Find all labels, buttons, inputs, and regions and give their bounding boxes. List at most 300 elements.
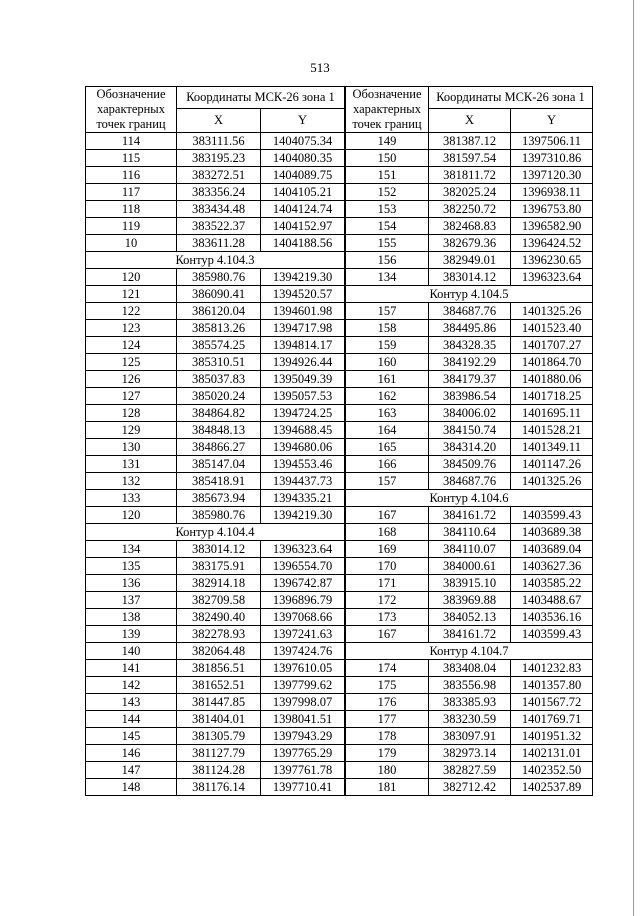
contour-section-row (346, 643, 593, 660)
table-row (86, 779, 345, 796)
point-number-cell: 159 (346, 337, 429, 354)
table-row (346, 167, 593, 184)
y-coordinate-cell: 1397506.11 (511, 133, 593, 150)
y-coordinate-cell: 1397943.29 (261, 728, 345, 745)
y-coordinate-cell: 1396424.52 (511, 235, 593, 252)
contour-section-row (346, 490, 593, 507)
table-row (86, 201, 345, 218)
table-row (346, 439, 593, 456)
x-coordinate-cell: 382973.14 (429, 745, 511, 762)
y-coordinate-cell: 1403627.36 (511, 558, 593, 575)
table-row (86, 167, 345, 184)
table-row (346, 133, 593, 150)
y-coordinate-cell: 1395049.39 (261, 371, 345, 388)
table-row (346, 575, 593, 592)
y-coordinate-cell: 1394553.46 (261, 456, 345, 473)
table-row (346, 677, 593, 694)
table-row (346, 201, 593, 218)
y-coordinate-cell: 1394520.57 (261, 286, 345, 303)
x-coordinate-cell: 382025.24 (429, 184, 511, 201)
x-coordinate-cell: 384161.72 (429, 626, 511, 643)
y-coordinate-cell: 1401567.72 (511, 694, 593, 711)
point-number-cell: 143 (86, 694, 177, 711)
header-coordinates-title: Координаты МСК-26 зона 1 (429, 87, 593, 109)
table-row (346, 337, 593, 354)
point-number-cell: 117 (86, 184, 177, 201)
y-coordinate-cell: 1397998.07 (261, 694, 345, 711)
y-coordinate-cell: 1404152.97 (261, 218, 345, 235)
table-row (346, 269, 593, 286)
x-coordinate-cell: 381597.54 (429, 150, 511, 167)
x-coordinate-cell: 381176.14 (177, 779, 261, 796)
y-coordinate-cell: 1403689.04 (511, 541, 593, 558)
point-number-cell: 118 (86, 201, 177, 218)
table-row (346, 320, 593, 337)
x-coordinate-cell: 385147.04 (177, 456, 261, 473)
y-coordinate-cell: 1394717.98 (261, 320, 345, 337)
x-coordinate-cell: 381305.79 (177, 728, 261, 745)
table-row (346, 728, 593, 745)
y-coordinate-cell: 1402352.50 (511, 762, 593, 779)
y-coordinate-cell: 1404105.21 (261, 184, 345, 201)
x-coordinate-cell: 383356.24 (177, 184, 261, 201)
contour-section-row (346, 286, 593, 303)
header-y: Y (511, 108, 593, 132)
point-number-cell: 141 (86, 660, 177, 677)
x-coordinate-cell: 382468.83 (429, 218, 511, 235)
x-coordinate-cell: 384110.64 (429, 524, 511, 541)
table-row (346, 218, 593, 235)
x-coordinate-cell: 384314.20 (429, 439, 511, 456)
x-coordinate-cell: 385813.26 (177, 320, 261, 337)
point-number-cell: 181 (346, 779, 429, 796)
x-coordinate-cell: 384179.37 (429, 371, 511, 388)
y-coordinate-cell: 1394437.73 (261, 473, 345, 490)
table-row (346, 626, 593, 643)
table-row (86, 337, 345, 354)
point-number-cell: 142 (86, 677, 177, 694)
y-coordinate-cell: 1394601.98 (261, 303, 345, 320)
table-row (346, 762, 593, 779)
x-coordinate-cell: 383986.54 (429, 388, 511, 405)
point-number-cell: 131 (86, 456, 177, 473)
table-row (346, 694, 593, 711)
table-row (86, 184, 345, 201)
x-coordinate-cell: 382278.93 (177, 626, 261, 643)
y-coordinate-cell: 1396554.70 (261, 558, 345, 575)
point-number-cell: 171 (346, 575, 429, 592)
table-row (86, 609, 345, 626)
point-number-cell: 156 (346, 252, 429, 269)
x-coordinate-cell: 383385.93 (429, 694, 511, 711)
point-number-cell: 147 (86, 762, 177, 779)
point-number-cell: 163 (346, 405, 429, 422)
point-number-cell: 157 (346, 473, 429, 490)
x-coordinate-cell: 384150.74 (429, 422, 511, 439)
x-coordinate-cell: 385310.51 (177, 354, 261, 371)
x-coordinate-cell: 381447.85 (177, 694, 261, 711)
y-coordinate-cell: 1394688.45 (261, 422, 345, 439)
y-coordinate-cell: 1397799.62 (261, 677, 345, 694)
y-coordinate-cell: 1401357.80 (511, 677, 593, 694)
y-coordinate-cell: 1402537.89 (511, 779, 593, 796)
point-number-cell: 125 (86, 354, 177, 371)
x-coordinate-cell: 382250.72 (429, 201, 511, 218)
x-coordinate-cell: 384328.35 (429, 337, 511, 354)
x-coordinate-cell: 384509.76 (429, 456, 511, 473)
y-coordinate-cell: 1403488.67 (511, 592, 593, 609)
y-coordinate-cell: 1396323.64 (261, 541, 345, 558)
point-number-cell: 176 (346, 694, 429, 711)
header-x: X (177, 108, 261, 132)
point-number-cell: 150 (346, 150, 429, 167)
point-number-cell: 178 (346, 728, 429, 745)
y-coordinate-cell: 1401707.27 (511, 337, 593, 354)
point-number-cell: 133 (86, 490, 177, 507)
point-number-cell: 151 (346, 167, 429, 184)
table-row (86, 269, 345, 286)
y-coordinate-cell: 1396230.65 (511, 252, 593, 269)
x-coordinate-cell: 383556.98 (429, 677, 511, 694)
table-row (86, 728, 345, 745)
x-coordinate-cell: 382914.18 (177, 575, 261, 592)
point-number-cell: 136 (86, 575, 177, 592)
table-row (86, 354, 345, 371)
y-coordinate-cell: 1401523.40 (511, 320, 593, 337)
x-coordinate-cell: 384161.72 (429, 507, 511, 524)
y-coordinate-cell: 1396753.80 (511, 201, 593, 218)
point-number-cell: 174 (346, 660, 429, 677)
table-row (346, 609, 593, 626)
point-number-cell: 124 (86, 337, 177, 354)
contour-label: Контур 4.104.6 (346, 490, 593, 507)
x-coordinate-cell: 381127.79 (177, 745, 261, 762)
point-number-cell: 153 (346, 201, 429, 218)
x-coordinate-cell: 384495.86 (429, 320, 511, 337)
point-number-cell: 138 (86, 609, 177, 626)
table-row (86, 592, 345, 609)
x-coordinate-cell: 381652.51 (177, 677, 261, 694)
x-coordinate-cell: 384848.13 (177, 422, 261, 439)
y-coordinate-cell: 1398041.51 (261, 711, 345, 728)
y-coordinate-cell: 1396896.79 (261, 592, 345, 609)
x-coordinate-cell: 384006.02 (429, 405, 511, 422)
point-number-cell: 130 (86, 439, 177, 456)
y-coordinate-cell: 1401528.21 (511, 422, 593, 439)
y-coordinate-cell: 1395057.53 (261, 388, 345, 405)
table-row (86, 643, 345, 660)
table-row (346, 371, 593, 388)
x-coordinate-cell: 383915.10 (429, 575, 511, 592)
point-number-cell: 134 (86, 541, 177, 558)
point-number-cell: 180 (346, 762, 429, 779)
y-coordinate-cell: 1404188.56 (261, 235, 345, 252)
table-row (346, 252, 593, 269)
y-coordinate-cell: 1397310.86 (511, 150, 593, 167)
x-coordinate-cell: 383611.28 (177, 235, 261, 252)
point-number-cell: 10 (86, 235, 177, 252)
point-number-cell: 165 (346, 439, 429, 456)
y-coordinate-cell: 1401232.83 (511, 660, 593, 677)
table-row (86, 473, 345, 490)
y-coordinate-cell: 1403585.22 (511, 575, 593, 592)
point-number-cell: 114 (86, 133, 177, 150)
scan-edge-line (633, 0, 634, 916)
point-number-cell: 168 (346, 524, 429, 541)
point-number-cell: 170 (346, 558, 429, 575)
y-coordinate-cell: 1401864.70 (511, 354, 593, 371)
table-row (86, 371, 345, 388)
table-row (346, 507, 593, 524)
table-row (86, 677, 345, 694)
y-coordinate-cell: 1397241.63 (261, 626, 345, 643)
table-row (86, 133, 345, 150)
table-row (86, 745, 345, 762)
y-coordinate-cell: 1394219.30 (261, 269, 345, 286)
point-number-cell: 134 (346, 269, 429, 286)
y-coordinate-cell: 1403536.16 (511, 609, 593, 626)
y-coordinate-cell: 1404124.74 (261, 201, 345, 218)
y-coordinate-cell: 1401951.32 (511, 728, 593, 745)
x-coordinate-cell: 383111.56 (177, 133, 261, 150)
x-coordinate-cell: 381404.01 (177, 711, 261, 728)
x-coordinate-cell: 381811.72 (429, 167, 511, 184)
y-coordinate-cell: 1396742.87 (261, 575, 345, 592)
point-number-cell: 120 (86, 269, 177, 286)
table-row (346, 592, 593, 609)
y-coordinate-cell: 1401147.26 (511, 456, 593, 473)
point-number-cell: 175 (346, 677, 429, 694)
x-coordinate-cell: 382949.01 (429, 252, 511, 269)
table-row (346, 354, 593, 371)
y-coordinate-cell: 1404080.35 (261, 150, 345, 167)
x-coordinate-cell: 384864.82 (177, 405, 261, 422)
table-row (86, 218, 345, 235)
table-row (346, 660, 593, 677)
y-coordinate-cell: 1401325.26 (511, 303, 593, 320)
table-row (346, 541, 593, 558)
table-row (86, 235, 345, 252)
y-coordinate-cell: 1394680.06 (261, 439, 345, 456)
y-coordinate-cell: 1401880.06 (511, 371, 593, 388)
point-number-cell: 155 (346, 235, 429, 252)
y-coordinate-cell: 1397068.66 (261, 609, 345, 626)
y-coordinate-cell: 1401325.26 (511, 473, 593, 490)
point-number-cell: 144 (86, 711, 177, 728)
x-coordinate-cell: 383014.12 (429, 269, 511, 286)
point-number-cell: 123 (86, 320, 177, 337)
point-number-cell: 146 (86, 745, 177, 762)
header-point-designation: Обозначение характерных точек границ (346, 87, 429, 133)
y-coordinate-cell: 1394335.21 (261, 490, 345, 507)
table-row (346, 235, 593, 252)
x-coordinate-cell: 381387.12 (429, 133, 511, 150)
point-number-cell: 164 (346, 422, 429, 439)
table-row (346, 456, 593, 473)
y-coordinate-cell: 1394219.30 (261, 507, 345, 524)
table-row (86, 541, 345, 558)
y-coordinate-cell: 1397765.29 (261, 745, 345, 762)
point-number-cell: 140 (86, 643, 177, 660)
point-number-cell: 128 (86, 405, 177, 422)
table-row (86, 558, 345, 575)
point-number-cell: 160 (346, 354, 429, 371)
table-row (86, 660, 345, 677)
contour-label: Контур 4.104.4 (86, 524, 345, 541)
coordinates-table-right (345, 86, 593, 796)
x-coordinate-cell: 383969.88 (429, 592, 511, 609)
table-row (86, 762, 345, 779)
y-coordinate-cell: 1396582.90 (511, 218, 593, 235)
x-coordinate-cell: 383434.48 (177, 201, 261, 218)
header-point-designation: Обозначение характерных точек границ (86, 87, 177, 133)
x-coordinate-cell: 382712.42 (429, 779, 511, 796)
table-row (346, 558, 593, 575)
point-number-cell: 154 (346, 218, 429, 235)
table-row (86, 507, 345, 524)
point-number-cell: 166 (346, 456, 429, 473)
table-row (346, 405, 593, 422)
point-number-cell: 157 (346, 303, 429, 320)
y-coordinate-cell: 1396323.64 (511, 269, 593, 286)
y-coordinate-cell: 1404075.34 (261, 133, 345, 150)
y-coordinate-cell: 1394926.44 (261, 354, 345, 371)
table-row (86, 388, 345, 405)
page-number: 513 (310, 60, 330, 75)
y-coordinate-cell: 1401769.71 (511, 711, 593, 728)
x-coordinate-cell: 383097.91 (429, 728, 511, 745)
x-coordinate-cell: 385037.83 (177, 371, 261, 388)
point-number-cell: 127 (86, 388, 177, 405)
table-row (86, 694, 345, 711)
point-number-cell: 148 (86, 779, 177, 796)
contour-section-row (86, 524, 345, 541)
x-coordinate-cell: 385418.91 (177, 473, 261, 490)
point-number-cell: 137 (86, 592, 177, 609)
point-number-cell: 179 (346, 745, 429, 762)
x-coordinate-cell: 386090.41 (177, 286, 261, 303)
point-number-cell: 169 (346, 541, 429, 558)
table-row (346, 779, 593, 796)
table-row (346, 745, 593, 762)
table-row (346, 150, 593, 167)
point-number-cell: 167 (346, 626, 429, 643)
table-row (346, 422, 593, 439)
table-row (86, 490, 345, 507)
y-coordinate-cell: 1394724.25 (261, 405, 345, 422)
x-coordinate-cell: 382827.59 (429, 762, 511, 779)
header-y: Y (261, 108, 345, 132)
x-coordinate-cell: 384192.29 (429, 354, 511, 371)
contour-section-row (86, 252, 345, 269)
point-number-cell: 122 (86, 303, 177, 320)
table-row (86, 456, 345, 473)
point-number-cell: 167 (346, 507, 429, 524)
table-row (346, 303, 593, 320)
point-number-cell: 161 (346, 371, 429, 388)
table-row (86, 626, 345, 643)
header-coordinates-title: Координаты МСК-26 зона 1 (177, 87, 345, 109)
table-row (346, 184, 593, 201)
contour-label: Контур 4.104.3 (86, 252, 345, 269)
point-number-cell: 152 (346, 184, 429, 201)
y-coordinate-cell: 1404089.75 (261, 167, 345, 184)
table-row (346, 388, 593, 405)
point-number-cell: 145 (86, 728, 177, 745)
y-coordinate-cell: 1397120.30 (511, 167, 593, 184)
x-coordinate-cell: 384687.76 (429, 473, 511, 490)
x-coordinate-cell: 384687.76 (429, 303, 511, 320)
x-coordinate-cell: 382709.58 (177, 592, 261, 609)
table-row (86, 575, 345, 592)
x-coordinate-cell: 383408.04 (429, 660, 511, 677)
table-row (346, 524, 593, 541)
y-coordinate-cell: 1396938.11 (511, 184, 593, 201)
x-coordinate-cell: 384000.61 (429, 558, 511, 575)
table-row (86, 439, 345, 456)
x-coordinate-cell: 381856.51 (177, 660, 261, 677)
point-number-cell: 177 (346, 711, 429, 728)
point-number-cell: 162 (346, 388, 429, 405)
contour-label: Контур 4.104.5 (346, 286, 593, 303)
y-coordinate-cell: 1403599.43 (511, 626, 593, 643)
y-coordinate-cell: 1403599.43 (511, 507, 593, 524)
y-coordinate-cell: 1403689.38 (511, 524, 593, 541)
table-row (86, 286, 345, 303)
y-coordinate-cell: 1397610.05 (261, 660, 345, 677)
x-coordinate-cell: 385980.76 (177, 507, 261, 524)
x-coordinate-cell: 384052.13 (429, 609, 511, 626)
table-row (86, 405, 345, 422)
x-coordinate-cell: 385980.76 (177, 269, 261, 286)
point-number-cell: 149 (346, 133, 429, 150)
table-row (86, 320, 345, 337)
x-coordinate-cell: 384110.07 (429, 541, 511, 558)
table-row (86, 150, 345, 167)
contour-label: Контур 4.104.7 (346, 643, 593, 660)
point-number-cell: 120 (86, 507, 177, 524)
point-number-cell: 116 (86, 167, 177, 184)
x-coordinate-cell: 383272.51 (177, 167, 261, 184)
point-number-cell: 121 (86, 286, 177, 303)
header-x: X (429, 108, 511, 132)
table-row (346, 473, 593, 490)
point-number-cell: 126 (86, 371, 177, 388)
y-coordinate-cell: 1397424.76 (261, 643, 345, 660)
point-number-cell: 139 (86, 626, 177, 643)
coordinates-table-left (85, 86, 345, 796)
table-body-right (346, 133, 593, 796)
point-number-cell: 158 (346, 320, 429, 337)
x-coordinate-cell: 385020.24 (177, 388, 261, 405)
table-row (346, 711, 593, 728)
point-number-cell: 172 (346, 592, 429, 609)
point-number-cell: 173 (346, 609, 429, 626)
point-number-cell: 129 (86, 422, 177, 439)
x-coordinate-cell: 383175.91 (177, 558, 261, 575)
y-coordinate-cell: 1401718.25 (511, 388, 593, 405)
y-coordinate-cell: 1394814.17 (261, 337, 345, 354)
x-coordinate-cell: 382064.48 (177, 643, 261, 660)
table-row (86, 711, 345, 728)
x-coordinate-cell: 383230.59 (429, 711, 511, 728)
point-number-cell: 119 (86, 218, 177, 235)
y-coordinate-cell: 1397710.41 (261, 779, 345, 796)
table-row (86, 303, 345, 320)
x-coordinate-cell: 384866.27 (177, 439, 261, 456)
y-coordinate-cell: 1401695.11 (511, 405, 593, 422)
x-coordinate-cell: 385574.25 (177, 337, 261, 354)
